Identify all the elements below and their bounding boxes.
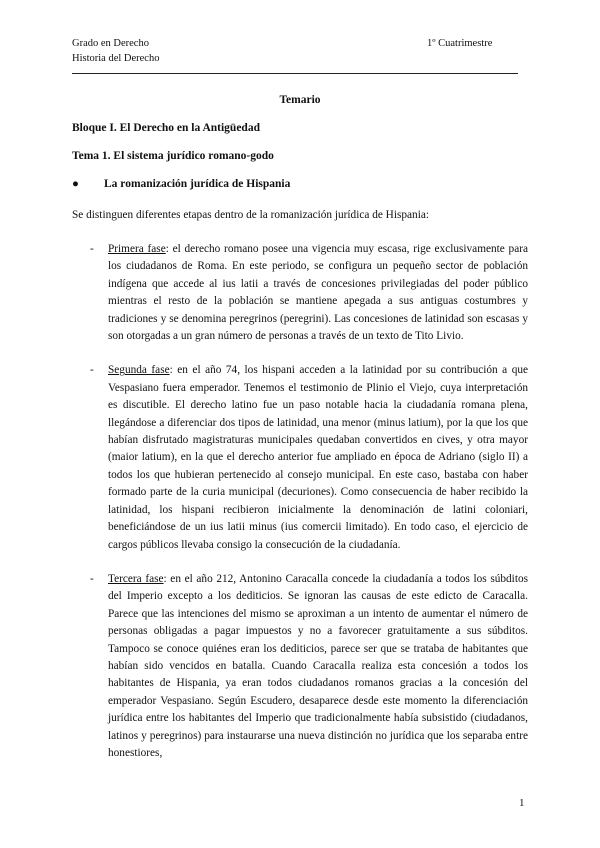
list-item <box>72 362 528 553</box>
phase-text: : el derecho romano posee una vigencia muy escasa, rige exclusivamente para los ciudadanos de Roma. En este periodo, se configura un pequeño sector de población indígena que accede al ius latii a través de concesiones privilegiadas del poder público mientras el resto de la población se mantiene apegada a sus antiguas costumbres y tradiciones y se denomina peregrinos (peregrini). Las concesiones de latinidad son escasas y son otorgadas a un gran número de personas a través de un texto de Tito Livio. <box>108 243 528 343</box>
section-heading: La romanización jurídica de Hispania <box>104 178 291 190</box>
dash-marker: - <box>90 364 94 377</box>
list-item <box>72 571 528 762</box>
dash-marker: - <box>90 243 94 255</box>
list-item <box>72 241 528 345</box>
document-title: Temario <box>279 94 321 106</box>
phase-label: Tercera fase <box>108 572 164 585</box>
header-left <box>72 36 159 66</box>
bullet-icon: ● <box>72 178 79 190</box>
phase-text: : en el año 74, los hispani acceden a la latinidad por su contribución a que Vespasiano fuera emperador. Tenemos el testimonio de Plinio el Viejo, cuya interpretación es discutible. El derecho latino fue un paso notable hacia la ciudadanía romana plena, llegándose a diferenciar dos tipos de latinidad, una menor (minus latium), por la que los que habían disfrutado magistraturas municipales quedaban convertidos en cives, y otra mayor (maior latium), en la que el derecho anterior fue ampliado en época de Adriano (siglo II) a todos los que hubieran pertenecido al consejo municipal. En este caso, bastaba con haber formado parte de la curia municipal (decuriones). Como consecuencia de haber recibido la latinidad, los hispani recibieron inicialmente la denominación de latini coloniari, beneficiándose de un ius latii minus (ius comercii limitado). En todo caso, el ejercicio de cargos públicos llevaba consigo la consecución de la ciudadanía. <box>108 364 529 551</box>
block-heading: Bloque I. El Derecho en la Antigüedad <box>72 122 260 134</box>
header-term: 1º Cuatrimestre <box>427 38 493 49</box>
header-subject: Historia del Derecho <box>72 53 160 64</box>
phase-label: Segunda fase <box>108 364 170 377</box>
phase-label: Primera fase <box>108 243 166 255</box>
phase-text: : en el año 212, Antonino Caracalla concede la ciudadanía a todos los súbditos del Imperio excepto a los dediticios. Se ignoran las causas de este edicto de Caracalla. Parece que las intenciones del mismo se aproximan a un intento de aumentar el número de personas obligadas a pagar impuestos y no a favorecer gratuitamente a sus súbditos. Tampoco se conoce quiénes eran los dediticios, parece ser que se trataba de habitantes que habían sido vencidos en batalla. Cuando Caracalla realiza esta concesión a todos los habitantes de Hispania, ya eran todos ciudadanos romanos gracias a la concesión del emperador Vespasiano. Según Escudero, desaparece desde este momento la diferenciación jurídica entre los habitantes del Imperio que tradicionalmente había subsistido (ciudadanos, latinos y peregrinos) para instaurarse una nueva distinción no jurídica que los separaba entre honestiores, <box>108 572 529 759</box>
page-number: 1 <box>519 797 525 809</box>
header-divider <box>72 73 518 74</box>
section-bullet <box>72 178 528 190</box>
tema-heading: Tema 1. El sistema jurídico romano-godo <box>72 150 274 162</box>
header-degree: Grado en Derecho <box>72 38 149 49</box>
dash-marker: - <box>90 572 94 585</box>
document-body <box>72 94 528 779</box>
intro-paragraph: Se distinguen diferentes etapas dentro de la romanización jurídica de Hispania: <box>72 209 429 221</box>
